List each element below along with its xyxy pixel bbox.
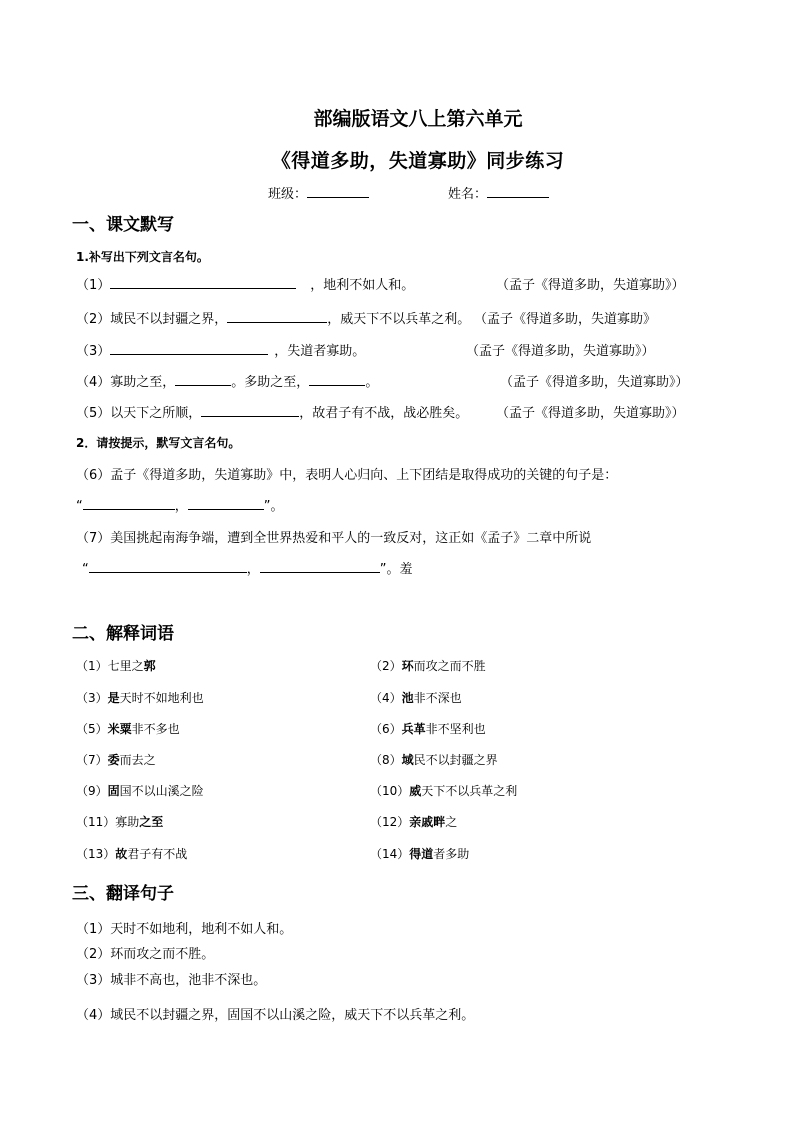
vocab-text: （10） xyxy=(370,784,410,798)
source-citation: （孟子《得道多助，失道寡助》 xyxy=(474,312,657,327)
fill-item-4: （4）寡助之至， 。多助之至， 。 xyxy=(76,371,378,390)
fill-item-3: （3） ，失道者寡助。 xyxy=(76,340,365,359)
source-citation: （孟子《得道多助，失道寡助》） xyxy=(496,406,685,421)
source-citation: （孟子《得道多助，失道寡助》） xyxy=(466,344,655,359)
vocab-text: 天下不以兵革之利 xyxy=(421,784,518,798)
vocab-text: 寡助 xyxy=(115,815,140,829)
vocab-text: 君子有不战 xyxy=(127,847,188,861)
question-6: （6）孟子《得道多助，失道寡助》中，表明人心归向、上下团结是取得成功的关键的句子是： xyxy=(76,468,618,483)
vocab-item xyxy=(76,720,180,737)
vocab-item xyxy=(370,720,486,737)
vocab-text: 国不以山溪之险 xyxy=(119,784,204,798)
vocab-text: 非不深也 xyxy=(413,691,462,705)
worksheet-title: 部编版语文八上第六单元 xyxy=(313,108,523,130)
vocab-item xyxy=(370,689,462,706)
fill-item-2: （2）域民不以封疆之界， ，威天下不以兵革之利。 xyxy=(76,308,470,327)
vocab-item xyxy=(76,813,163,830)
fill-item-5: （5）以天下之所顺， ，故君子有不战，战必胜矣。 xyxy=(76,402,468,421)
vocab-item xyxy=(76,751,156,768)
answer-blank[interactable] xyxy=(89,559,247,573)
answer-blank[interactable] xyxy=(260,559,380,573)
translation-item-4: （4）域民不以封疆之界，固国不以山溪之险，威天下不以兵革之利。 xyxy=(76,1008,475,1023)
class-field xyxy=(268,183,369,202)
vocab-text: （8） xyxy=(370,753,402,767)
vocab-text: 而去之 xyxy=(119,753,156,767)
name-label: 姓名： xyxy=(448,187,488,202)
question-2-title: 2．请按提示，默写文言名句。 xyxy=(76,436,241,450)
translation-item-2: （2）环而攻之而不胜。 xyxy=(76,947,215,962)
vocab-text: 者多助 xyxy=(433,847,470,861)
question-7: （7）美国挑起南海争端，遭到全世界热爱和平人的一致反对，这正如《孟子》二章中所说 xyxy=(76,531,592,546)
vocab-item xyxy=(370,751,498,768)
vocab-keyword: 环 xyxy=(401,659,414,673)
answer-blank[interactable] xyxy=(110,341,268,355)
vocab-keyword: 威 xyxy=(409,784,422,798)
vocab-text: （1） xyxy=(76,659,108,673)
answer-blank[interactable] xyxy=(227,309,327,323)
source-citation: （孟子《得道多助，失道寡助》） xyxy=(500,375,689,390)
vocab-text: 民不以封疆之界 xyxy=(413,753,498,767)
vocab-item xyxy=(370,657,486,674)
vocab-text: （5） xyxy=(76,722,108,736)
vocab-text: 七里之 xyxy=(107,659,144,673)
vocab-text: （11） xyxy=(76,815,116,829)
answer-blank[interactable] xyxy=(201,403,299,417)
answer-blank[interactable] xyxy=(188,496,264,510)
question-1-title: 1.补写出下列文言名句。 xyxy=(76,250,209,264)
vocab-text: （9） xyxy=(76,784,108,798)
class-blank[interactable] xyxy=(307,184,369,198)
source-citation: （孟子《得道多助，失道寡助》） xyxy=(496,278,685,293)
vocab-item xyxy=(370,782,517,799)
vocab-keyword: 得道 xyxy=(409,847,434,861)
vocab-item xyxy=(76,782,204,799)
lesson-title: 《得道多助，失道寡助》同步练习 xyxy=(271,150,565,172)
answer-blank[interactable] xyxy=(175,372,231,386)
vocab-item xyxy=(76,845,187,862)
vocab-text: 非不坚利也 xyxy=(425,722,486,736)
vocab-text: （12） xyxy=(370,815,410,829)
vocab-item xyxy=(370,845,469,862)
answer-blank[interactable] xyxy=(83,496,175,510)
translation-item-3: （3）城非不高也，池非不深也。 xyxy=(76,973,267,988)
name-blank[interactable] xyxy=(487,184,549,198)
section-heading-vocabulary: 二、解释词语 xyxy=(72,624,174,644)
translation-item-1: （1）天时不如地利，地利不如人和。 xyxy=(76,922,293,937)
vocab-keyword: 郭 xyxy=(143,659,156,673)
vocab-keyword: 域 xyxy=(401,753,414,767)
vocab-text: （7） xyxy=(76,753,108,767)
vocab-text: （14） xyxy=(370,847,410,861)
question-6-answer-line: “ ， ”。 xyxy=(76,495,284,514)
question-7-answer-line: “ ， ”。羞 xyxy=(82,558,413,577)
vocab-text: 之 xyxy=(445,815,458,829)
vocab-text: （3） xyxy=(76,691,108,705)
section-heading-recitation: 一、课文默写 xyxy=(72,215,174,235)
vocab-text: （6） xyxy=(370,722,402,736)
vocab-keyword: 是 xyxy=(107,691,120,705)
vocab-item xyxy=(76,689,204,706)
vocab-text: （2） xyxy=(370,659,402,673)
name-field xyxy=(448,183,549,202)
answer-blank[interactable] xyxy=(110,275,296,289)
vocab-text: （13） xyxy=(76,847,116,861)
answer-blank[interactable] xyxy=(309,372,365,386)
vocab-keyword: 米粟 xyxy=(107,722,132,736)
section-heading-translation: 三、翻译句子 xyxy=(72,884,174,904)
vocab-text: 天时不如地利也 xyxy=(119,691,204,705)
vocab-keyword: 委 xyxy=(107,753,120,767)
vocab-text: 而攻之而不胜 xyxy=(413,659,486,673)
vocab-text: （4） xyxy=(370,691,402,705)
class-label: 班级： xyxy=(268,187,308,202)
vocab-item xyxy=(370,813,457,830)
vocab-keyword: 兵革 xyxy=(401,722,426,736)
vocab-keyword: 固 xyxy=(107,784,120,798)
fill-item-1: （1） ，地利不如人和。 xyxy=(76,274,414,293)
vocab-keyword: 之至 xyxy=(139,815,164,829)
vocab-keyword: 池 xyxy=(401,691,414,705)
vocab-item xyxy=(76,657,156,674)
vocab-keyword: 亲戚畔 xyxy=(409,815,446,829)
vocab-keyword: 故 xyxy=(115,847,128,861)
vocab-text: 非不多也 xyxy=(131,722,180,736)
